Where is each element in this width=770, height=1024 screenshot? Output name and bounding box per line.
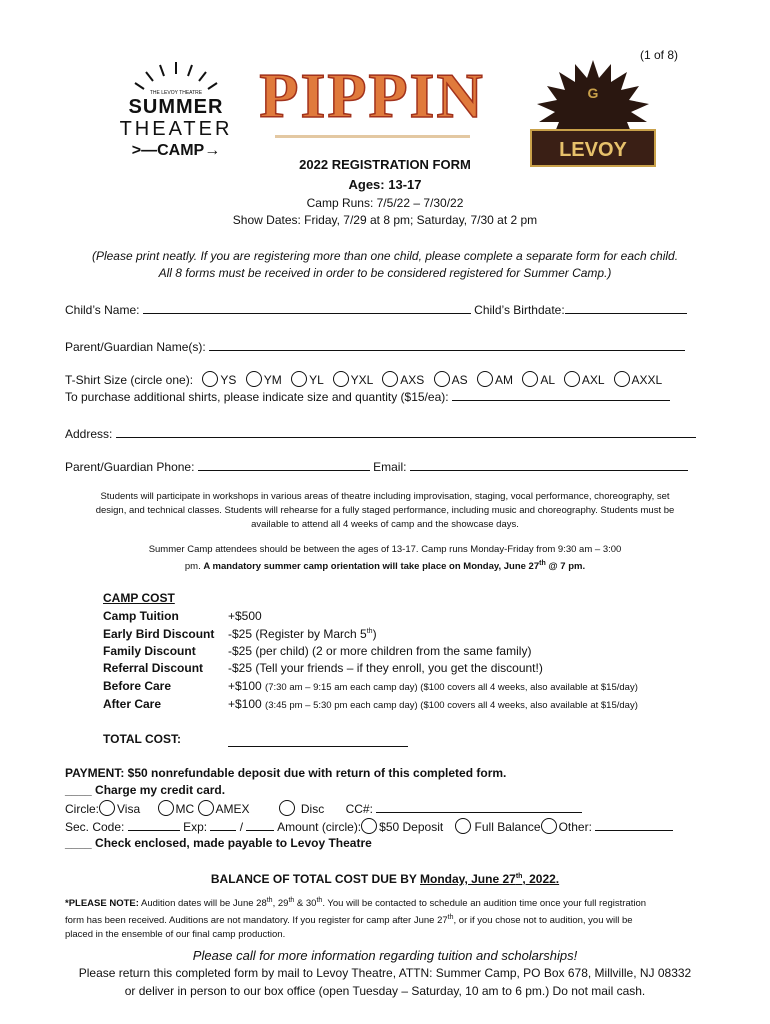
camp-cost-heading: CAMP COST — [103, 591, 175, 605]
age-orientation-paragraph: Summer Camp attendees should be between the ages of 13-17. Camp runs Monday-Friday from 9:30 am – 3:00 pm. A mandatory summer camp orientation will take place on Monday, June 27th @ 7 pm. — [148, 544, 622, 573]
delivery-instructions: or deliver in person to our box office (open Tuesday – Saturday, 10 am to 6 pm.) Do not mail cash. — [124, 984, 646, 998]
tshirt-axxl-circle[interactable] — [614, 371, 630, 387]
cost-label-after-care: After Care — [103, 697, 162, 711]
svg-text:G: G — [587, 85, 599, 101]
cost-label-family: Family Discount — [103, 644, 196, 658]
instructions: (Please print neatly. If you are registering more than one child, please complete a separate form for each child. All 8 forms must be received in order to be considered registered for Summer Camp.) — [91, 249, 679, 280]
additional-shirts-row: To purchase additional shirts, please indicate size and quantity ($15/ea): — [65, 388, 670, 404]
cost-label-tuition: Camp Tuition — [103, 609, 179, 623]
contact-row: Parent/Guardian Phone: Email: — [65, 458, 688, 474]
description-paragraph: Students will participate in workshops in various areas of theatre including improvisation, staging, vocal performance, choreography, set design, and technical classes. Students will rehearse for a fully staged performance, including music and choreography. Students must be available to attend all 4 weeks of camp and the showcase days. — [95, 491, 675, 530]
total-cost-label: TOTAL COST: — [103, 732, 181, 746]
tshirt-as-circle[interactable] — [434, 371, 450, 387]
cc-number-field[interactable] — [376, 800, 582, 813]
address-field[interactable] — [116, 425, 696, 438]
parent-row: Parent/Guardian Name(s): — [65, 338, 685, 354]
cost-value-tuition: +$500 — [228, 609, 262, 623]
cost-label-before-care: Before Care — [103, 679, 172, 693]
pippin-logo — [259, 55, 485, 140]
cost-label-referral: Referral Discount — [103, 661, 204, 675]
additional-shirts-field[interactable] — [452, 388, 670, 401]
tshirt-row: T-Shirt Size (circle one): YS YM YL YXL AXS AS AM AL AXL AXXL — [65, 373, 663, 387]
deposit-circle[interactable] — [361, 818, 377, 834]
amex-circle[interactable] — [198, 800, 214, 816]
total-cost-field[interactable] — [228, 734, 408, 752]
address-row: Address: — [65, 425, 696, 441]
svg-text:PIPPIN: PIPPIN — [259, 60, 485, 131]
charge-card-option[interactable]: ____ Charge my credit card. — [65, 783, 226, 797]
child-name-field[interactable] — [143, 301, 471, 314]
levoy-logo — [527, 60, 659, 168]
tshirt-yxl-circle[interactable] — [333, 371, 349, 387]
parent-phone-field[interactable] — [198, 458, 370, 471]
cost-label-early-bird: Early Bird Discount — [103, 627, 215, 641]
tshirt-ym-circle[interactable] — [246, 371, 262, 387]
cost-value-family: -$25 (per child) (2 or more children from the same family) — [228, 644, 532, 658]
exp-month-field[interactable] — [210, 818, 236, 831]
cost-value-after-care: +$100 (3:45 pm – 5:30 pm each camp day) ($100 covers all 4 weeks, also available at $15/day) — [228, 697, 638, 711]
other-circle[interactable] — [541, 818, 557, 834]
page-number: (1 of 8) — [639, 48, 678, 62]
form-title: 2022 REGISTRATION FORM — [299, 157, 471, 172]
scholarship-call: Please call for more information regarding tuition and scholarships! — [192, 948, 578, 963]
camp-runs: Camp Runs: 7/5/22 – 7/30/22 — [306, 196, 464, 210]
cost-value-referral: -$25 (Tell your friends – if they enroll, you get the discount!) — [228, 661, 543, 675]
child-birthdate-field[interactable] — [565, 301, 687, 314]
sec-code-row: Sec. Code: Exp: / Amount (circle): $50 Deposit Full Balance Other: — [65, 818, 673, 834]
tshirt-axl-circle[interactable] — [564, 371, 580, 387]
payment-heading: PAYMENT: $50 nonrefundable deposit due with return of this completed form. — [65, 766, 507, 780]
tshirt-ys-circle[interactable] — [202, 371, 218, 387]
balance-due: BALANCE OF TOTAL COST DUE BY Monday, June 27th, 2022. — [210, 872, 560, 886]
return-instructions: Please return this completed form by mail to Levoy Theatre, ATTN: Summer Camp, PO Box 678, Millville, NJ 08332 — [78, 966, 692, 980]
card-type-row: Circle: Visa MC AMEX Disc CC#: — [65, 800, 582, 816]
visa-circle[interactable] — [99, 800, 115, 816]
mc-circle[interactable] — [158, 800, 174, 816]
cost-value-before-care: +$100 (7:30 am – 9:15 am each camp day) ($100 covers all 4 weeks, also available at $15/day) — [228, 679, 638, 693]
full-balance-circle[interactable] — [455, 818, 471, 834]
other-amount-field[interactable] — [595, 818, 673, 831]
child-row: Child’s Name: Child’s Birthdate: — [65, 301, 687, 317]
show-dates: Show Dates: Friday, 7/29 at 8 pm; Saturday, 7/30 at 2 pm — [232, 213, 538, 227]
parent-name-field[interactable] — [209, 338, 685, 351]
svg-text:LEVOY: LEVOY — [559, 139, 627, 161]
cost-value-early-bird: -$25 (Register by March 5th) — [228, 627, 377, 641]
exp-year-field[interactable] — [246, 818, 274, 831]
please-note: *PLEASE NOTE: Audition dates will be June 28th, 29th & 30th. You will be contacted to schedule an audition time once your full registration form has been received. Auditions are not mandatory. If you register for camp after June 27th, or if you chose not to audition, you will be placed in the ensemble of our final camp production. — [65, 897, 647, 941]
tshirt-yl-circle[interactable] — [291, 371, 307, 387]
ages: Ages: 13-17 — [348, 177, 422, 192]
email-field[interactable] — [410, 458, 688, 471]
tshirt-axs-circle[interactable] — [382, 371, 398, 387]
disc-circle[interactable] — [279, 800, 295, 816]
tshirt-am-circle[interactable] — [477, 371, 493, 387]
sec-code-field[interactable] — [128, 818, 180, 831]
tshirt-al-circle[interactable] — [522, 371, 538, 387]
check-option[interactable]: ____ Check enclosed, made payable to Levoy Theatre — [65, 836, 372, 850]
summer-theater-camp-logo: THE LEVOY THEATRE SUMMER THEATER >—CAMP→ — [112, 60, 240, 170]
